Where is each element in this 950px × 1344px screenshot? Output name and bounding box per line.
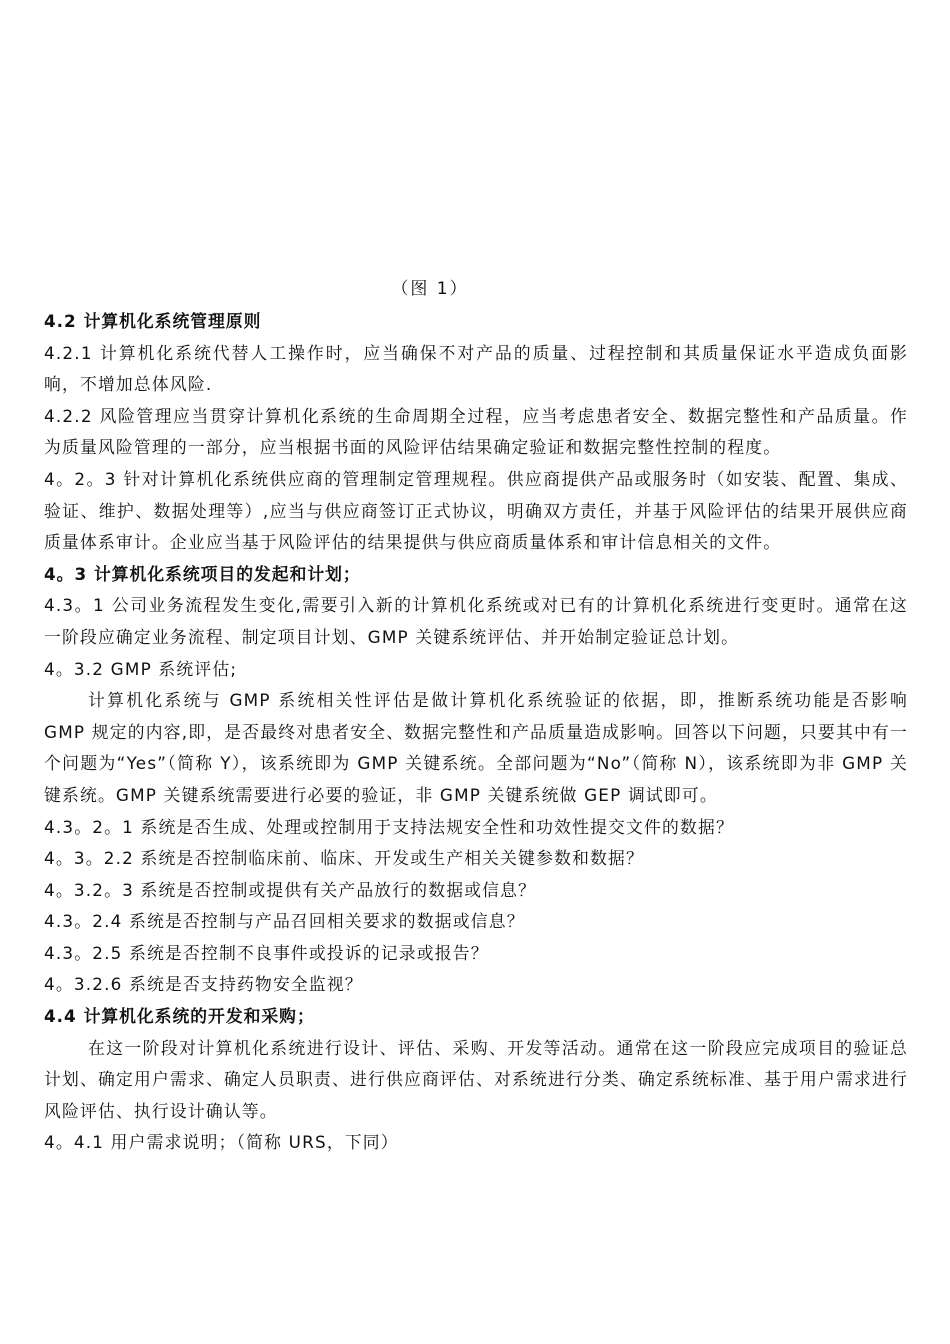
section-heading-4-3: 4。3 计算机化系统项目的发起和计划； xyxy=(44,563,361,584)
question-4-3-2-1: 4.3。2。1 系统是否生成、处理或控制用于支持法规安全性和功效性提交文件的数据？ xyxy=(44,816,734,837)
paragraph-4-4-intro: 在这一阶段对计算机化系统进行设计、评估、采购、开发等活动。通常在这一阶段应完成项目的验证总计划、确定用户需求、确定人员职责、进行供应商评估、对系统进行分类、确定系统标准、基于用户需求进行风险评估、执行设计确认等。 xyxy=(44,1037,908,1121)
question-4-3-2-2: 4。3。2.2 系统是否控制临床前、临床、开发或生产相关关键参数和数据？ xyxy=(44,848,645,869)
paragraph-4-2-1: 4.2.1 计算机化系统代替人工操作时，应当确保不对产品的质量、过程控制和其质量保证水平造成负面影响，不增加总体风险. xyxy=(44,342,908,395)
paragraph-4-2-3: 4。2。3 针对计算机化系统供应商的管理制定管理规程。供应商提供产品或服务时（如安装、配置、集成、验证、维护、数据处理等）,应当与供应商签订正式协议，明确双方责任，并基于风险评估的结果开展供应商质量体系审计。企业应当基于风险评估的结果提供与供应商质量体系和审计信息相关的文件。 xyxy=(44,468,908,553)
section-heading-4-2: 4.2 计算机化系统管理原则 xyxy=(44,311,262,331)
question-4-3-2-4: 4.3。2.4 系统是否控制与产品召回相关要求的数据或信息？ xyxy=(44,911,525,932)
document-body xyxy=(44,306,908,1159)
paragraph-gmp-assessment: 计算机化系统与 GMP 系统相关性评估是做计算机化系统验证的依据，即，推断系统功能是否影响 GMP 规定的内容,即，是否最终对患者安全、数据完整性和产品质量造成影响。回答以下问题，只要其中有一个问题为“Yes”（简称 Y），该系统即为 GMP 关键系统。全部问题为“No”（简称 N），该系统即为非 GMP 关键系统。GMP 关键系统需要进行必要的验证，非 GMP 关键系统做 GEP 调试即可。 xyxy=(44,690,908,805)
question-4-3-2-6: 4。3.2.6 系统是否支持药物安全监视？ xyxy=(44,974,363,995)
question-4-3-2-3: 4。3.2。3 系统是否控制或提供有关产品放行的数据或信息？ xyxy=(44,879,537,900)
question-4-3-2-5: 4.3。2.5 系统是否控制不良事件或投诉的记录或报告？ xyxy=(44,942,489,963)
paragraph-4-4-1: 4。4.1 用户需求说明；（简称 URS，下同） xyxy=(44,1132,399,1153)
figure-caption: （图 1） xyxy=(391,279,469,299)
paragraph-4-2-2: 4.2.2 风险管理应当贯穿计算机化系统的生命周期全过程，应当考虑患者安全、数据完整性和产品质量。作为质量风险管理的一部分，应当根据书面的风险评估结果确定验证和数据完整性控制的程度。 xyxy=(44,405,908,458)
paragraph-4-3-1: 4.3。1 公司业务流程发生变化,需要引入新的计算机化系统或对已有的计算机化系统进行变更时。通常在这一阶段应确定业务流程、制定项目计划、GMP 关键系统评估、并开始制定验证总计划。 xyxy=(44,595,908,647)
paragraph-4-3-2: 4。3.2 GMP 系统评估; xyxy=(44,658,238,679)
section-heading-4-4: 4.4 计算机化系统的开发和采购； xyxy=(44,1006,315,1027)
